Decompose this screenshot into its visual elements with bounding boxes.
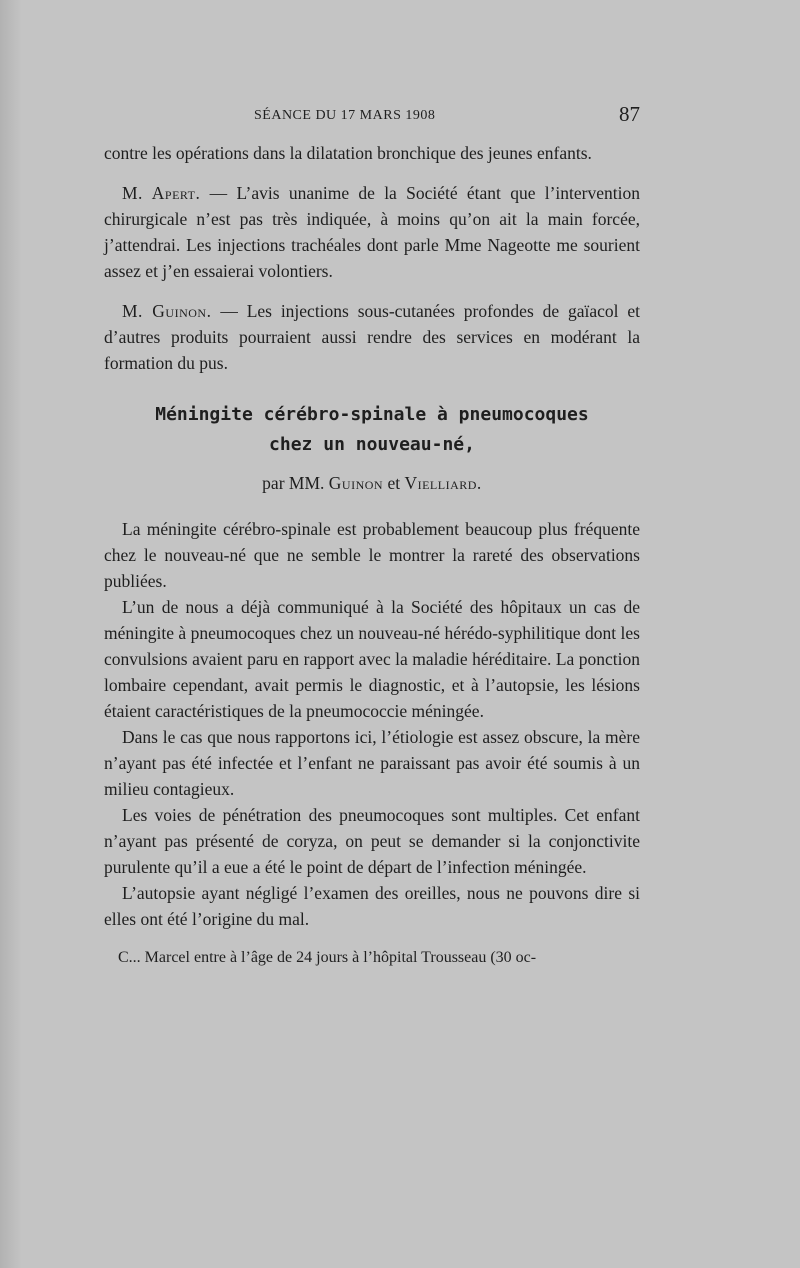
byline-prefix: par MM. (262, 473, 329, 493)
running-header (104, 100, 640, 130)
apert-text: — L’avis unanime de la Société étant que l’intervention chirurgicale n’est pas très indiquée, à moins qu’on ait la main forcée, j’attendrai. Les injections trachéales dont parle Mme Nageotte me sourient assez et j’en essaierai volontiers. (104, 183, 640, 281)
paragraph-guinon (104, 298, 640, 376)
body-paragraph-5: L’autopsie ayant négligé l’examen des oreilles, nous ne pouvons dire si elles ont été l’origine du mal. (104, 883, 640, 929)
author-guinon: Guinon (328, 473, 384, 493)
article-title-line-2: chez un nouveau-né, (269, 434, 475, 455)
byline-and: et (383, 473, 405, 493)
article-title (104, 400, 640, 460)
body-paragraph-1: La méningite cérébro-spinale est probablement beaucoup plus fréquente chez le nouveau-né que ne semble le montrer la rareté des observations publiées. (104, 519, 640, 591)
running-title: SÉANCE DU 17 MARS 1908 (254, 108, 436, 123)
paragraph-apert (104, 180, 640, 284)
speaker-apert: M. Apert. (122, 183, 201, 203)
body-paragraph-4: Les voies de pénétration des pneumocoques sont multiples. Cet enfant n’ayant pas présenté de coryza, on peut se demander si la conjonctivite purulente qu’il a eue a été le point de départ de l’infection méningée. (104, 805, 640, 877)
guinon-text: — Les injections sous-cutanées profondes de gaïacol et d’autres produits pourraient aussi rendre des services en modérant la formation du pus. (104, 301, 640, 373)
article-title-line-1: Méningite cérébro-spinale à pneumocoques (155, 404, 589, 425)
body-paragraph-2: L’un de nous a déjà communiqué à la Société des hôpitaux un cas de méningite à pneumocoques chez un nouveau-né hérédo-syphilitique dont les convulsions avaient paru en rapport avec la maladie héréditaire. La ponction lombaire cependant, avait permis le diagnostic, et à l’autopsie, les lésions étaient caractéristiques de la pneumococcie méningée. (104, 597, 640, 721)
page-body (104, 140, 640, 970)
body-paragraph-3: Dans le cas que nous rapportons ici, l’étiologie est assez obscure, la mère n’ayant pas été infectée et l’enfant ne paraissant pas avoir été soumis à un milieu contagieux. (104, 727, 640, 799)
speaker-guinon: M. Guinon. (122, 301, 212, 321)
paragraph-discussion-end: contre les opérations dans la dilatation bronchique des jeunes enfants. (104, 143, 592, 163)
article-byline (104, 470, 640, 496)
author-vielliard: Vielliard. (404, 473, 482, 493)
page-edge-shadow (0, 0, 22, 1268)
page-number: 87 (619, 102, 640, 126)
case-note: C... Marcel entre à l’âge de 24 jours à l’hôpital Trousseau (30 oc- (118, 949, 537, 966)
